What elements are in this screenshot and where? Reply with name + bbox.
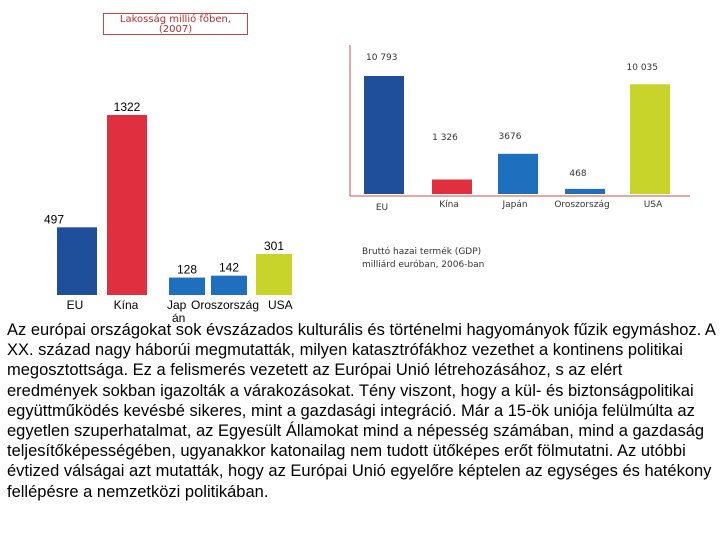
population-value-label-4: 301	[263, 239, 285, 254]
gdp-bar-2	[498, 154, 538, 194]
gdp-value-label-2: 3676	[498, 132, 522, 142]
population-bar-2	[169, 278, 205, 295]
gdp-category-label-4: USA	[643, 200, 663, 210]
gdp-value-label-1: 1 326	[432, 133, 458, 143]
population-chart-title-line-1: Lakosság millió főben,	[119, 14, 232, 25]
gdp-chart-title-line-1: Bruttó hazai termék (GDP)	[362, 247, 482, 257]
gdp-category-label-3: Oroszország	[554, 200, 610, 210]
population-value-label-0: 497	[43, 212, 64, 227]
population-bar-1	[107, 115, 147, 295]
gdp-value-label-0: 10 793	[366, 53, 398, 63]
population-chart-title-line-2: (2007)	[158, 24, 193, 35]
population-category-label-2-tail: án	[172, 311, 186, 325]
gdp-value-label-4: 10 035	[626, 63, 658, 73]
gdp-value-label-3: 468	[569, 169, 587, 179]
population-category-label-3: Oroszország	[191, 298, 260, 312]
gdp-category-label-1: Kína	[439, 200, 459, 210]
gdp-chart-title-line-2: milliárd euróban, 2006-ban	[362, 260, 485, 270]
body-paragraph: Az európai országokat sok évszázados kulturális és történelmi hagyományok fűzik egymáshoz. A XX. század nagy háborúi megmutatták, milyen katasztrófákhoz vezethet a kontinens politikai megosztottsága. Ez a felismerés vezetett az Európai Unió létrehozásához, s az elért eredmények sokban igazolták a várakozásokat. Tény viszont, hogy a kül- és biztonságpolitikai együttműködés kevésbé sikeres, mint a gazdasági integráció. Már a 15-ök uniója felülmúlta az egyetlen szuperhatalmat, az Egyesült Államokat mind a népesség számában, mind a gazdaság teljesítőképességében, ugyanakkor katonailag nem tudott ütőképes erőt fölmutatni. Az utóbbi évtized válságai azt mutatták, hogy az Európai Unió egyelőre képtelen az egységes és hatékony fellépésre a nemzetközi politikában.	[7, 321, 716, 501]
population-category-label-2: Jap	[167, 298, 187, 312]
population-category-label-0: EU	[66, 298, 84, 312]
population-category-label-1: Kína	[113, 298, 139, 312]
gdp-category-label-0: EU	[375, 203, 389, 213]
population-bar-4	[256, 254, 292, 295]
gdp-bar-3	[565, 189, 605, 194]
gdp-bar-4	[630, 84, 670, 194]
gdp-bar-0	[364, 76, 404, 194]
population-value-label-2: 128	[176, 262, 198, 277]
gdp-bar-1	[432, 180, 472, 194]
gdp-category-label-2: Japán	[502, 200, 528, 210]
population-bar-3	[211, 276, 247, 295]
population-value-label-1: 1322	[113, 100, 141, 114]
population-value-label-3: 142	[218, 260, 240, 275]
population-bar-0	[57, 227, 97, 295]
population-category-label-4: USA	[268, 298, 293, 312]
